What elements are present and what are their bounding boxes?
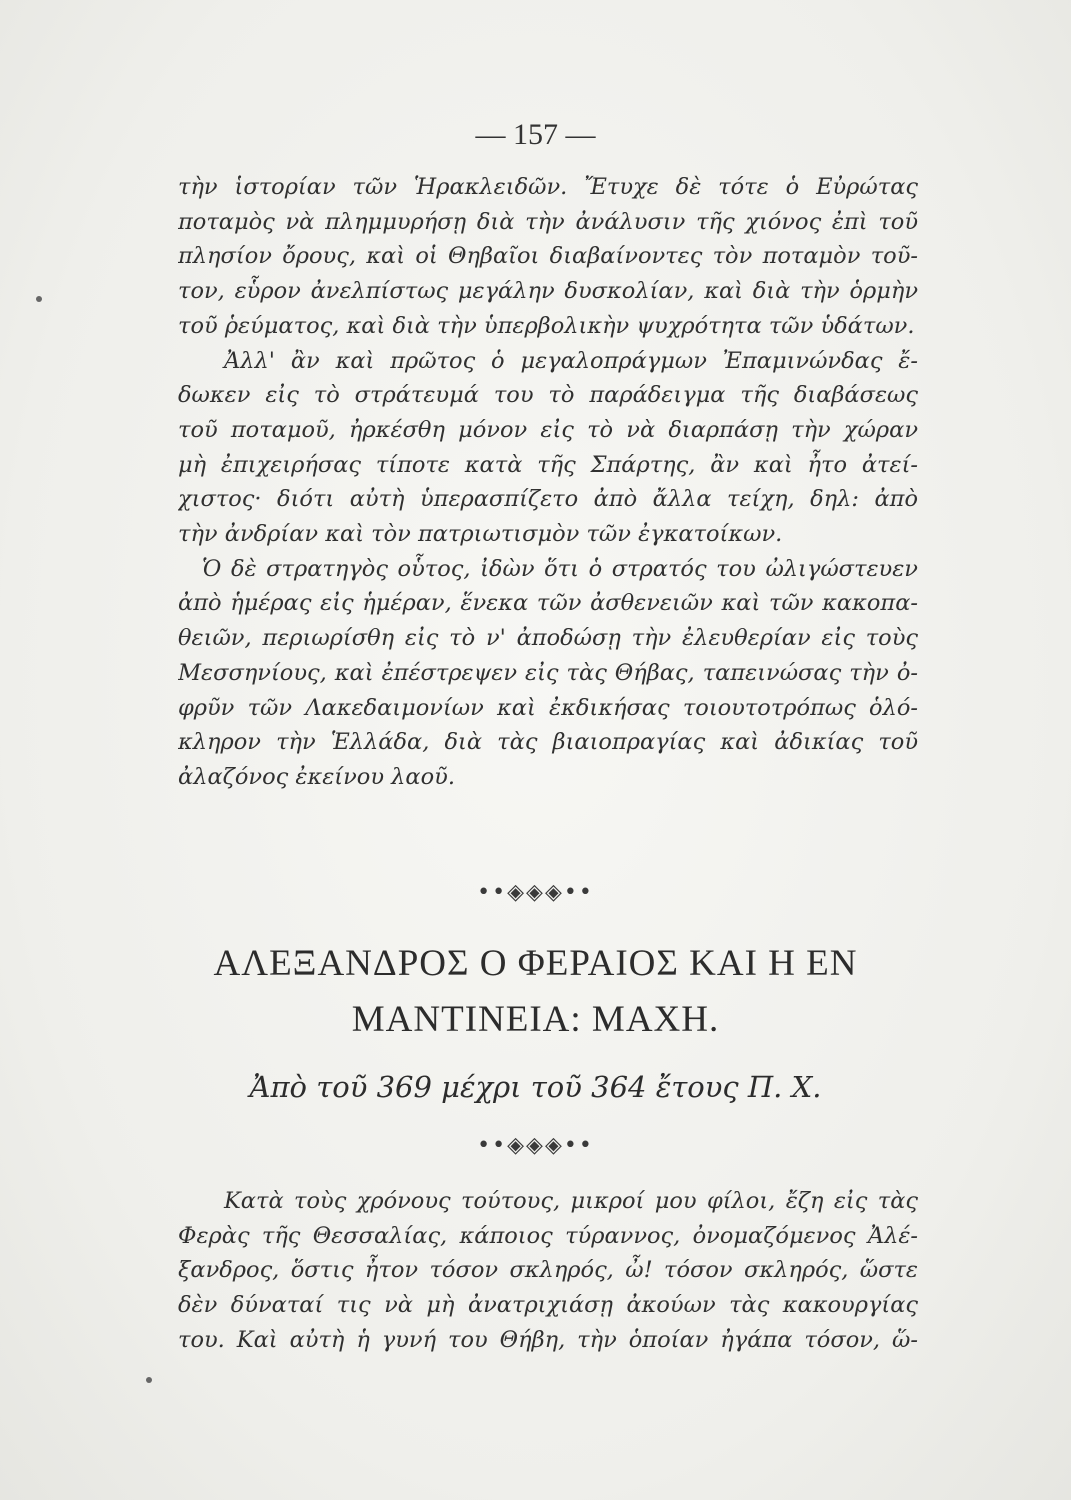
text-line: τὴν ἱστορίαν τῶν Ἡρακλειδῶν. Ἔτυχε δὲ τότε ὁ Εὐρώτας (178, 174, 918, 200)
text-line: τοῦ ποταμοῦ, ἠρκέσθη μόνον εἰς τὸ νὰ διαρπάσῃ τὴν χώραν (178, 416, 918, 443)
text-line: τοῦ ῥεύματος, καὶ διὰ τὴν ὑπερβολικὴν ψυχρότητα τῶν ὑδάτων. (178, 312, 915, 339)
text-line: ἀλαζόνος ἐκείνου λαοῦ. (178, 763, 455, 790)
text-line: πλησίον ὄρους, καὶ οἱ Θηβαῖοι διαβαίνοντες τὸν ποταμὸν τοῦ- (178, 243, 918, 270)
ornament-divider: ••◈◈◈•• (477, 880, 594, 905)
text-line: χιστος· διότι αὐτὴ ὑπερασπίζετο ἀπὸ ἄλλα τείχη, δηλ: ἀπὸ (178, 486, 918, 513)
chapter-title-line-2: ΜΑΝΤΙΝΕΙΑ: ΜΑΧΗ. (351, 999, 720, 1040)
text-line: θειῶν, περιωρίσθη εἰς τὸ ν' ἀποδώσῃ τὴν ἐλευθερίαν εἰς τοὺς (178, 625, 918, 652)
text-line: Φερὰς τῆς Θεσσαλίας, κάποιος τύραννος, ὀνομαζόμενος Ἀλέ- (178, 1222, 918, 1249)
text-line: Μεσσηνίους, καὶ ἐπέστρεψεν εἰς τὰς Θήβας, ταπεινώσας τὴν ὀ- (178, 659, 918, 686)
text-line: Ὁ δὲ στρατηγὸς οὗτος, ἰδὼν ὅτι ὁ στρατός του ὠλιγώστευεν (202, 555, 918, 582)
text-block-bottom (178, 1184, 918, 1358)
text-line: ξανδρος, ὅστις ἦτον τόσον σκληρός, ὦ! τόσον σκληρός, ὥστε (178, 1257, 918, 1284)
ornament-divider: ••◈◈◈•• (477, 1133, 594, 1158)
text-line: δωκεν εἰς τὸ στράτευμά του τὸ παράδειγμα τῆς διαβάσεως (178, 382, 918, 409)
page-number: — 157 — (475, 118, 596, 151)
chapter-subtitle: Ἀπὸ τοῦ 369 μέχρι τοῦ 364 ἔτους Π. Χ. (249, 1070, 822, 1104)
text-line: του. Καὶ αὐτὴ ἡ γυνή του Θήβη, τὴν ὁποίαν ἠγάπα τόσον, ὥ- (178, 1326, 918, 1353)
chapter-title-line-1: ΑΛΕΞΑΝΔΡΟΣ Ο ΦΕΡΑΙΟΣ ΚΑΙ Η ΕΝ (213, 943, 858, 984)
text-line: φρῦν τῶν Λακεδαιμονίων καὶ ἐκδικήσας τοιουτοτρόπως ὁλό- (178, 694, 918, 721)
margin-speck (36, 296, 42, 302)
text-line: δὲν δύναταί τις νὰ μὴ ἀνατριχιάσῃ ἀκούων τὰς κακουργίας (178, 1292, 918, 1319)
text-block-top (178, 170, 918, 795)
text-line: ποταμὸς νὰ πλημμυρήσῃ διὰ τὴν ἀνάλυσιν τῆς χιόνος ἐπὶ τοῦ (178, 208, 918, 235)
text-line: Ἀλλ' ἂν καὶ πρῶτος ὁ μεγαλοπράγμων Ἐπαμινώνδας ἔ- (224, 347, 918, 374)
text-line: Κατὰ τοὺς χρόνους τούτους, μικροί μου φίλοι, ἔζη εἰς τὰς (224, 1188, 918, 1214)
text-line: κληρον τὴν Ἑλλάδα, διὰ τὰς βιαιοπραγίας καὶ ἀδικίας τοῦ (178, 729, 918, 756)
margin-speck (146, 1377, 152, 1383)
text-line: ἀπὸ ἡμέρας εἰς ἡμέραν, ἕνεκα τῶν ἀσθενειῶν καὶ τῶν κακοπα- (178, 590, 918, 617)
text-line: τον, εὗρον ἀνελπίστως μεγάλην δυσκολίαν, καὶ διὰ τὴν ὁρμὴν (178, 278, 918, 305)
text-line: μὴ ἐπιχειρήσας τίποτε κατὰ τῆς Σπάρτης, ἂν καὶ ἦτο ἀτεί- (178, 451, 918, 478)
text-line: τὴν ἀνδρίαν καὶ τὸν πατριωτισμὸν τῶν ἐγκατοίκων. (178, 521, 783, 548)
